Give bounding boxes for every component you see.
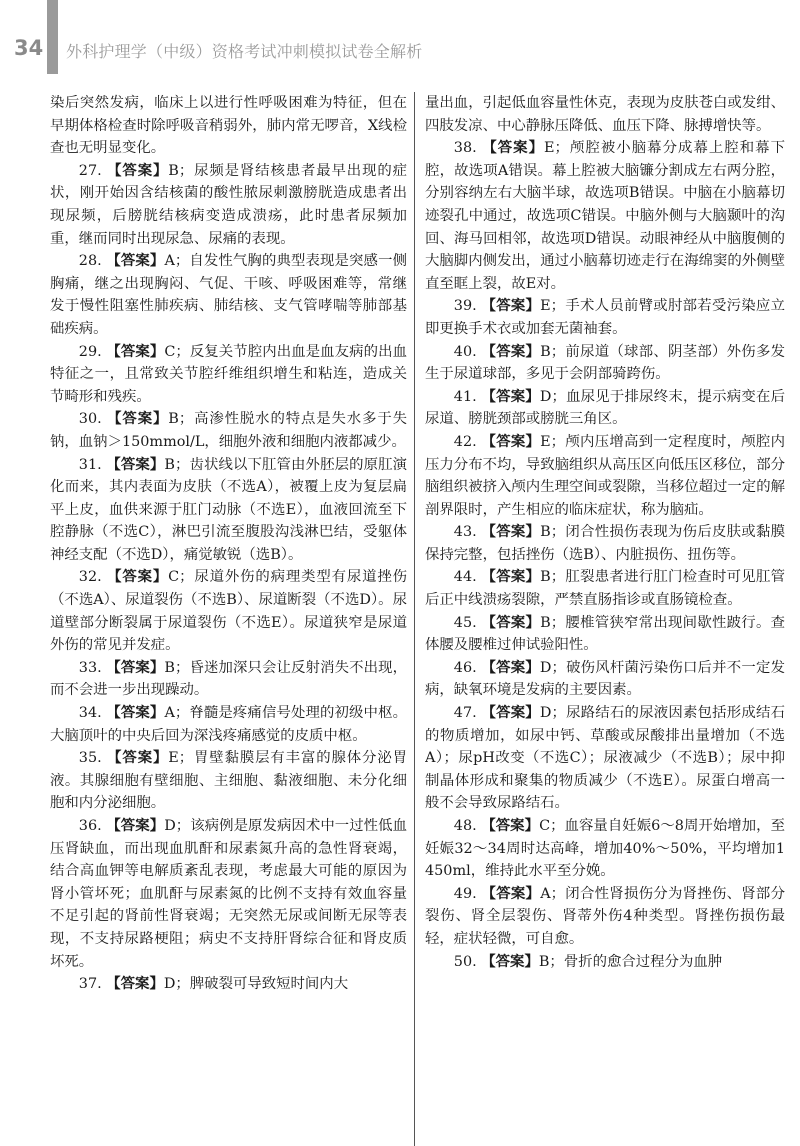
answer-explanation [50, 454, 407, 567]
explanation-text: 染后突然发病，临床上以进行性呼吸困难为特征，但在早期体格检查时除呼吸音稍弱外，肺内常无啰音，X线检查也无明显变化。 [50, 95, 407, 157]
explanation-text: 齿状线以下肛管由外胚层的原肛演化而来，其内表面为皮肤（不选A），被覆上皮为复层扁平上皮，血供来源于肛门动脉（不选E），血液回流至下腔静脉（不选C），淋巴引流至腹股沟浅淋巴结，受躯体神经支配（不选D），痛觉敏锐（选B）。 [50, 456, 407, 563]
explanation-text: 手术人员前臂或肘部若受污染应立即更换手术衣或加套无菌袖套。 [425, 298, 785, 337]
answer-choice: B； [168, 162, 194, 179]
answer-explanation [50, 815, 407, 973]
book-title: 外科护理学（中级）资格考试冲刺模拟试卷全解析 [66, 42, 423, 61]
answer-choice: D； [539, 388, 566, 405]
explanation-text: 颅内压增高到一定程度时，颅腔内压力分布不均，导致脑组织从高压区向低压区移位，部分脑组织被挤入颅内生理空间或裂隙，当移位超过一定的解剖界限时，产生相应的临床症状，称为脑疝。 [425, 433, 785, 518]
answer-choice: B； [540, 614, 566, 631]
question-number: 48. [453, 818, 477, 834]
answer-choice: D； [164, 818, 191, 834]
column-divider [414, 92, 415, 1146]
question-number: 38. [453, 140, 477, 157]
answer-label: 【答案】 [481, 298, 541, 315]
answer-label: 【答案】 [106, 343, 165, 360]
answer-choice: E； [168, 750, 194, 767]
explanation-text: 量出血，引起低血容量性休克，表现为皮肤苍白或发绀、四肢发凉、中心静脉压降低、血压下降、脉搏增快等。 [425, 95, 785, 134]
answer-explanation [425, 521, 785, 566]
question-number: 40. [453, 343, 477, 360]
answer-label: 【答案】 [481, 343, 541, 360]
question-number: 35. [78, 750, 102, 767]
explanation-text: 尿道外伤的病理类型有尿道挫伤（不选A）、尿道裂伤（不选B）、尿道断裂（不选D）。尿道壁部分断裂属于尿道裂伤（不选E）。尿道狭窄是尿道外伤的常见并发症。 [50, 569, 407, 654]
answer-label: 【答案】 [107, 411, 169, 428]
answer-label: 【答案】 [481, 885, 541, 902]
explanation-text: 破伤风杆菌污染伤口后并不一定发病，缺氧环境是发病的主要因素。 [425, 659, 785, 699]
answer-explanation [50, 341, 407, 409]
answer-label: 【答案】 [481, 524, 541, 541]
explanation-text: 胃壁黏膜层有丰富的腺体分泌胃液。其腺细胞有壁细胞、主细胞、黏液细胞、未分化细胞和内分泌细胞。 [50, 750, 407, 812]
question-number: 42. [453, 433, 477, 450]
explanation-text: 高渗性脱水的特点是失水多于失钠，血钠＞150mmol/L，细胞外液和细胞内液都减少。 [50, 411, 407, 450]
answer-explanation [425, 295, 785, 340]
explanation-text: 血容量自妊娠6～8周开始增加，至妊娠32～34周时达高峰，增加40%～50%，平均增加1450ml，维持此水平至分娩。 [425, 818, 785, 880]
explanation-text: 骨折的愈合过程分为血肿 [563, 953, 723, 970]
question-number: 33. [78, 659, 102, 676]
question-number: 27. [78, 162, 102, 179]
continued-paragraph [50, 92, 407, 160]
answer-explanation [50, 408, 407, 453]
question-number: 36. [78, 818, 102, 834]
answer-label: 【答案】 [481, 569, 541, 586]
question-number: 37. [78, 976, 102, 993]
answer-explanation [425, 566, 785, 611]
answer-explanation [425, 137, 785, 295]
answer-choice: C； [539, 818, 565, 834]
answer-choice: B； [168, 411, 194, 428]
page-header [0, 0, 800, 84]
answer-explanation [425, 883, 785, 951]
answer-label: 【答案】 [106, 705, 165, 722]
question-number: 28. [78, 253, 102, 270]
answer-label: 【答案】 [107, 569, 169, 586]
answer-label: 【答案】 [107, 750, 169, 767]
answer-choice: D； [163, 976, 190, 993]
answer-choice: D； [539, 705, 566, 722]
answer-choice: C； [164, 343, 190, 360]
answer-label: 【答案】 [106, 456, 165, 473]
answer-explanation [425, 702, 785, 815]
answer-choice: D； [539, 659, 566, 676]
question-number: 29. [78, 343, 102, 360]
explanation-text: 该病例是原发病因术中一过性低血压肾缺血，而出现血肌酐和尿素氮升高的急性肾衰竭，结合高血钾等电解质紊乱表现，考虑最大可能的原因为肾小管坏死；血肌酐与尿素氮的比例不支持有效血容量不足引起的肾前性肾衰竭；无突然无尿或间断无尿等表现，不支持尿路梗阻；病史不支持肝肾综合征和肾皮质坏死。 [50, 818, 407, 970]
answer-explanation [50, 160, 407, 250]
answer-label: 【答案】 [106, 659, 165, 676]
explanation-text: 尿频是肾结核患者最早出现的症状，刚开始因含结核菌的酸性脓尿刺激膀胱造成患者出现尿频，后膀胱结核病变造成溃疡，此时患者尿频加重，继而同时出现尿急、尿痛的表现。 [50, 162, 407, 247]
answer-label: 【答案】 [106, 818, 165, 834]
explanation-text: 前尿道（球部、阴茎部）外伤多发生于尿道球部，多见于会阴部骑跨伤。 [425, 343, 785, 383]
explanation-text: 肛裂患者进行肛门检查时可见肛管后正中线溃疡裂隙，严禁直肠指诊或直肠镜检查。 [425, 569, 785, 609]
answer-choice: B； [540, 343, 566, 360]
page-number: 34 [14, 36, 44, 60]
answer-choice: E； [544, 140, 569, 157]
answer-label: 【答案】 [482, 140, 545, 157]
question-number: 50. [453, 953, 477, 970]
answer-label: 【答案】 [481, 659, 540, 676]
answer-choice: B； [540, 569, 566, 586]
answer-choice: B； [540, 524, 566, 541]
question-number: 45. [453, 614, 477, 631]
explanation-text: 闭合性损伤表现为伤后皮肤或黏膜保持完整，包括挫伤（选B）、内脏损伤、扭伤等。 [425, 524, 785, 563]
right-column [425, 92, 785, 1146]
answer-explanation [425, 951, 785, 974]
question-number: 43. [453, 524, 477, 541]
answer-choice: E； [540, 298, 566, 315]
answer-choice: C； [168, 569, 194, 586]
answer-explanation [50, 747, 407, 815]
answer-choice: E； [540, 433, 566, 450]
answer-label: 【答案】 [481, 818, 540, 834]
continued-paragraph [425, 92, 785, 137]
answer-explanation [50, 973, 407, 996]
answer-explanation [425, 341, 785, 386]
question-number: 39. [453, 298, 477, 315]
question-number: 44. [453, 569, 477, 586]
question-number: 47. [453, 705, 477, 722]
question-number: 30. [78, 411, 102, 428]
answer-explanation [425, 386, 785, 431]
answer-choice: B； [164, 659, 190, 676]
answer-label: 【答案】 [481, 433, 541, 450]
answer-explanation [50, 250, 407, 340]
answer-explanation [425, 657, 785, 702]
answer-explanation [425, 612, 785, 657]
answer-label: 【答案】 [106, 976, 164, 993]
answer-explanation [50, 566, 407, 656]
explanation-text: 闭合性肾损伤分为肾挫伤、肾部分裂伤、肾全层裂伤、肾蒂外伤4种类型。肾挫伤损伤最轻，症状轻微，可自愈。 [425, 885, 785, 947]
explanation-text: 尿路结石的尿液因素包括形成结石的物质增加，如尿中钙、草酸或尿酸排出量增加（不选A）；尿pH改变（不选C）；尿液减少（不选B）；尿中抑制晶体形成和聚集的物质减少（不选E）。尿蛋白增高一般不会导致尿路结石。 [425, 705, 785, 812]
left-column [50, 92, 407, 1146]
answer-choice: A； [540, 885, 566, 902]
question-number: 34. [78, 705, 102, 722]
explanation-text: 颅腔被小脑幕分成幕上腔和幕下腔，故选项A错误。幕上腔被大脑镰分割成左右两分腔，分别容纳左右大脑半球，故选项B错误。中脑在小脑幕切迹裂孔中通过，故选项C错误。中脑外侧与大脑颞叶的沟回、海马回相邻，故选项D错误。动眼神经从中脑腹侧的大脑脚内侧发出，通过小脑幕切迹走行在海绵窦的外侧壁直至眶上裂，故E对。 [425, 140, 785, 292]
answer-label: 【答案】 [481, 388, 540, 405]
answer-explanation [425, 431, 785, 521]
question-number: 46. [453, 659, 477, 676]
question-number: 31. [78, 456, 102, 473]
answer-label: 【答案】 [107, 162, 169, 179]
question-number: 49. [453, 885, 477, 902]
answer-choice: A； [164, 253, 190, 270]
answer-choice: B； [538, 953, 564, 970]
explanation-text: 脊髓是疼痛信号处理的初级中枢。大脑顶叶的中央后回为深浅疼痛感觉的皮质中枢。 [50, 705, 407, 744]
explanation-text: 血尿见于排尿终末，提示病变在后尿道、膀胱颈部或膀胱三角区。 [425, 388, 785, 428]
question-number: 32. [78, 569, 102, 586]
explanation-text: 自发性气胸的典型表现是突感一侧胸痛，继之出现胸闷、气促、干咳、呼吸困难等，常继发于慢性阻塞性肺疾病、肺结核、支气管哮喘等肺部基础疾病。 [50, 253, 407, 337]
answer-label: 【答案】 [481, 953, 539, 970]
answer-explanation [425, 815, 785, 883]
answer-label: 【答案】 [481, 705, 540, 722]
answer-label: 【答案】 [481, 614, 541, 631]
answer-explanation [50, 657, 407, 702]
answer-explanation [50, 702, 407, 747]
explanation-text: 反复关节腔内出血是血友病的出血特征之一，且常致关节腔纤维组织增生和粘连，造成关节畸形和残疾。 [50, 343, 407, 405]
header-bar [47, 0, 58, 74]
answer-choice: B； [164, 456, 190, 473]
answer-choice: A； [164, 705, 190, 722]
explanation-text: 昏迷加深只会让反射消失不出现，而不会进一步出现躁动。 [50, 659, 407, 699]
explanation-text: 腰椎管狭窄常出现间歇性跛行。查体腰及腰椎过伸试验阳性。 [425, 614, 785, 654]
question-number: 41. [453, 388, 477, 405]
answer-label: 【答案】 [106, 253, 165, 270]
explanation-text: 脾破裂可导致短时间内大 [189, 976, 349, 993]
